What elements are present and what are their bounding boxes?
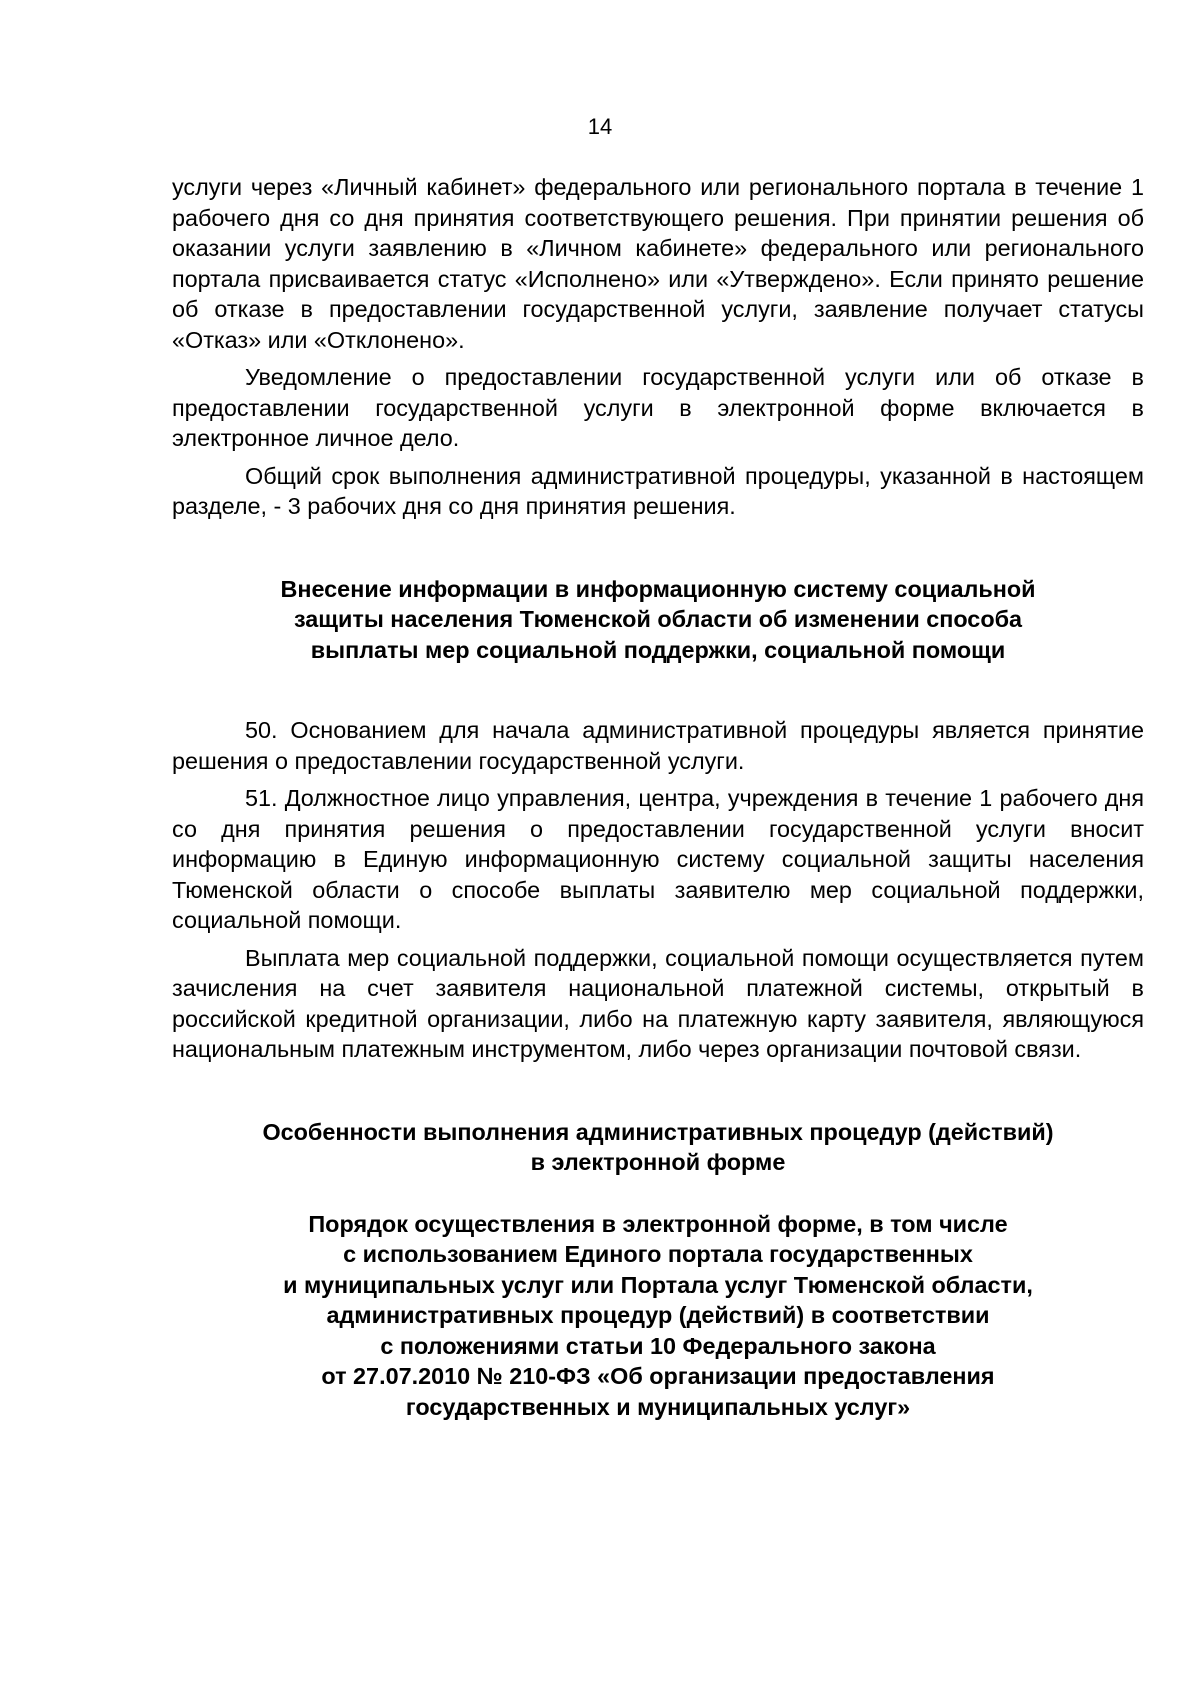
paragraph-continuation: услуги через «Личный кабинет» федерального или регионального портала в течение 1 рабочего дня со дня принятия соответствующего решения. При принятии решения об оказании услуги заявлению в «Личном кабинете» федерального или регионального портала присваивается статус «Исполнено» или «Утверждено». Если принято решение об отказе в предоставлении государственной услуги, заявление получает статусы «Отказ» или «Отклонено». (172, 174, 1144, 353)
section-heading-info-system: Внесение информации в информационную систему социальной защиты населения Тюменской области об изменении способа выплаты мер социальной поддержки, социальной помощи (280, 575, 1036, 663)
section-heading-electronic-form: Особенности выполнения административных процедур (действий) в электронной форме (262, 1118, 1054, 1175)
paragraph-term: Общий срок выполнения административной процедуры, указанной в настоящем разделе, - 3 рабочих дня со дня принятия решения. (172, 462, 1144, 519)
paragraph-50: 50. Основанием для начала административной процедуры является принятие решения о предоставлении государственной услуги. (172, 717, 1144, 774)
paragraph-51: 51. Должностное лицо управления, центра, учреждения в течение 1 рабочего дня со дня принятия решения о предоставлении государственной услуги вносит информацию в Единую информационную систему социальной защиты населения Тюменской области о способе выплаты заявителю мер социальной поддержки, социальной помощи. (172, 785, 1144, 933)
paragraph-payment: Выплата мер социальной поддержки, социальной помощи осуществляется путем зачисления на счет заявителя национальной платежной системы, открытый в российской кредитной организации, либо на платежную карту заявителя, являющуюся национальным платежным инструментом, либо через организации почтовой связи. (172, 944, 1144, 1062)
paragraph-notification: Уведомление о предоставлении государственной услуги или об отказе в предоставлении государственной услуги в электронной форме включается в электронное личное дело. (172, 364, 1144, 451)
page-number: 14 (587, 114, 613, 139)
section-heading-procedure-order: Порядок осуществления в электронной форме, в том числе с использованием Единого портала государственных и муниципальных услуг или Портала услуг Тюменской области, административных процедур (действий) в соответствии с положениями статьи 10 Федерального закона от 27.07.2010 № 210-ФЗ «Об организации предоставления государственных и муниципальных услуг» (283, 1210, 1033, 1420)
page-content (172, 172, 1144, 1422)
